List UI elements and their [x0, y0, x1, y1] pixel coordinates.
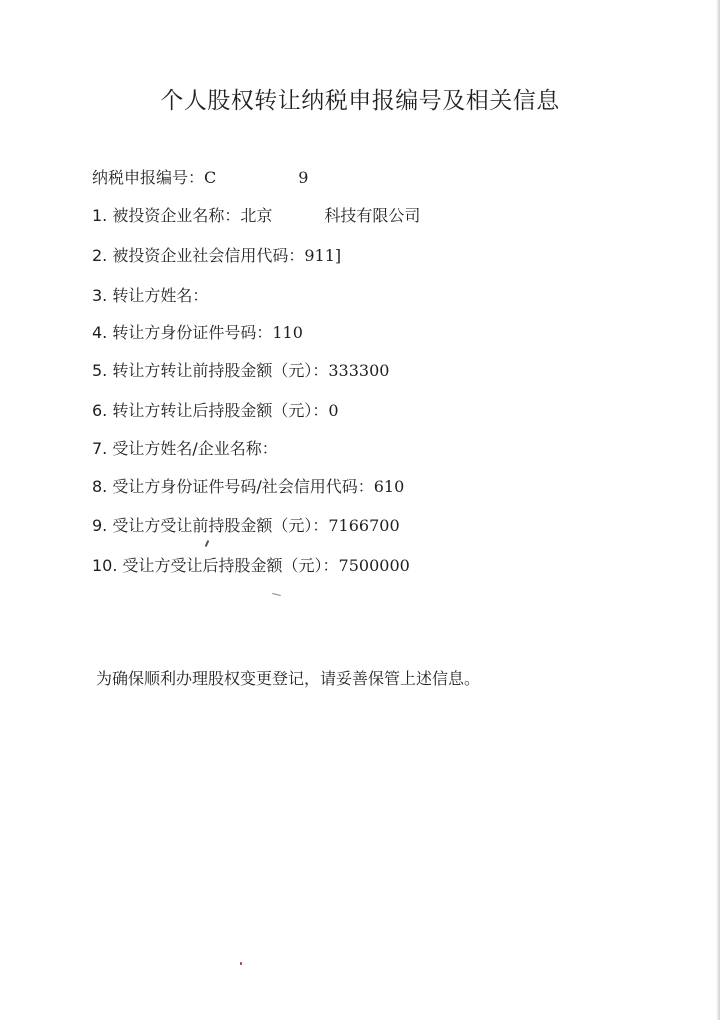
field-value: 7500000	[338, 556, 410, 575]
scan-speck	[205, 540, 210, 547]
field-label: 1. 被投资企业名称：	[92, 206, 241, 225]
field-transferee-name	[92, 436, 278, 459]
field-label: 8. 受让方身份证件号码/社会信用代码：	[92, 477, 374, 496]
field-transferor-after-amount	[92, 398, 339, 421]
declaration-number-value-start: C	[204, 168, 217, 187]
declaration-number-label: 纳税申报编号：	[92, 168, 205, 187]
field-transferee-after-amount	[92, 553, 410, 576]
field-value: 7166700	[328, 516, 400, 535]
field-transferor-name	[92, 283, 208, 306]
field-value: 110	[272, 323, 303, 342]
field-transferor-before-amount	[92, 358, 389, 381]
scan-speck	[240, 962, 242, 965]
field-company-credit-code	[92, 243, 341, 266]
field-value-start: 北京	[240, 206, 273, 225]
field-company-name	[92, 203, 420, 226]
document-title: 个人股权转让纳税申报编号及相关信息	[160, 88, 560, 114]
scan-edge-shadow	[716, 0, 720, 1020]
field-value: 0	[328, 401, 339, 420]
scan-speck	[272, 593, 281, 596]
field-value: 333300	[328, 361, 390, 380]
field-label: 7. 受让方姓名/企业名称：	[92, 439, 278, 458]
field-label: 4. 转让方身份证件号码：	[92, 323, 273, 342]
field-transferor-id	[92, 320, 303, 343]
field-label: 5. 转让方转让前持股金额（元）：	[92, 361, 329, 380]
field-transferee-before-amount	[92, 513, 400, 536]
field-label: 2. 被投资企业社会信用代码：	[92, 246, 305, 265]
field-label: 9. 受让方受让前持股金额（元）：	[92, 516, 329, 535]
field-value: 911]	[304, 246, 342, 265]
notice-text: 为确保顺利办理股权变更登记，请妥善保管上述信息。	[96, 669, 481, 688]
field-label: 6. 转让方转让后持股金额（元）：	[92, 401, 329, 420]
declaration-number-line	[92, 165, 308, 188]
field-value-end: 科技有限公司	[324, 206, 421, 225]
field-value: 610	[373, 477, 405, 496]
field-label: 10. 受让方受让后持股金额（元）：	[92, 556, 339, 575]
field-transferee-id	[92, 474, 404, 497]
field-label: 3. 转让方姓名：	[92, 286, 209, 305]
declaration-number-value-end: 9	[298, 168, 309, 187]
